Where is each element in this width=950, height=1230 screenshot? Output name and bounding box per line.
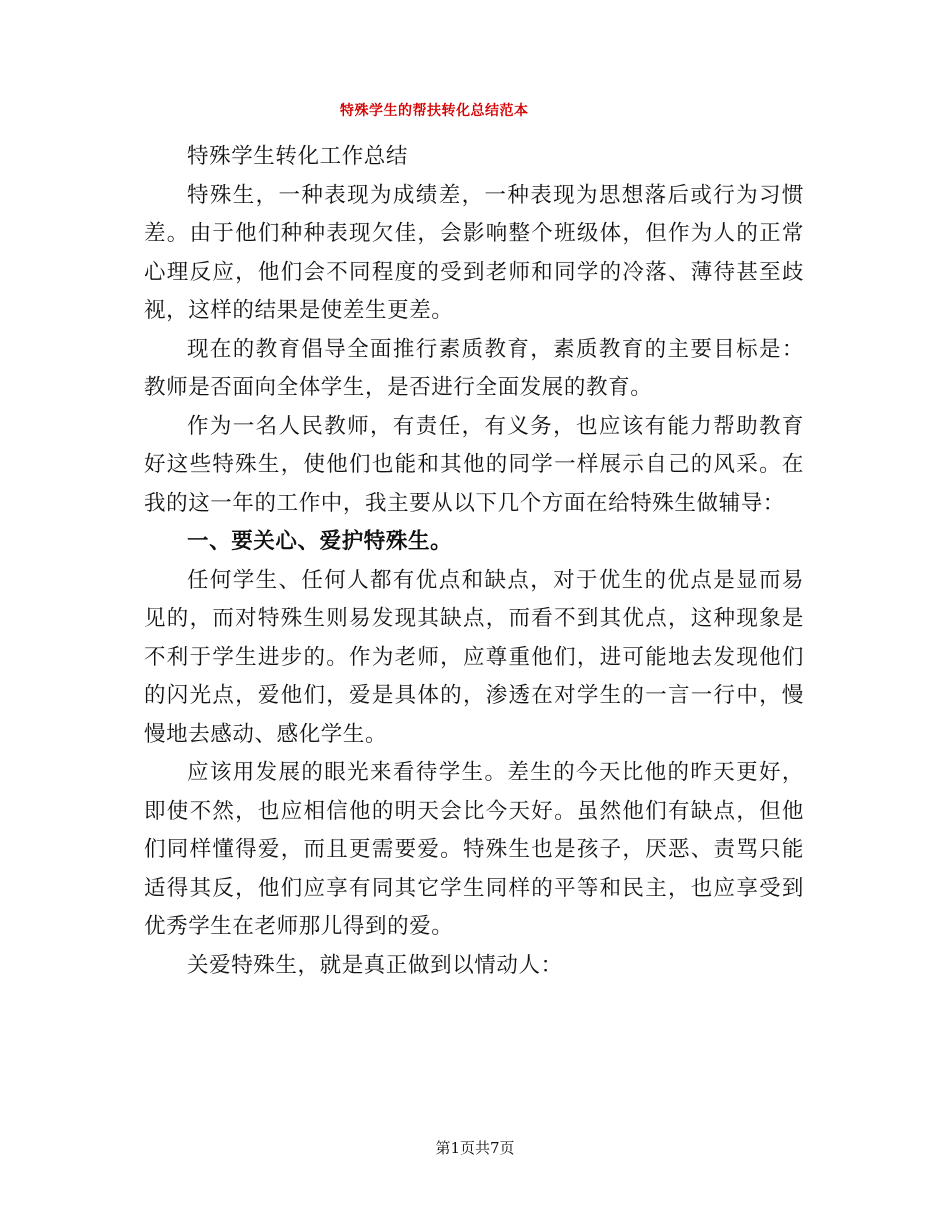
- paragraph-development: 应该用发展的眼光来看待学生。差生的今天比他的昨天更好，即使不然，也应相信他的明天会比今天好。虽然他们有缺点，但他们同样懂得爱，而且更需要爱。特殊生也是孩子，厌恶、责骂只能适得其反，他们应享有同其它学生同样的平等和民主，也应享受到优秀学生在老师那儿得到的爱。: [144, 760, 804, 939]
- page-number-footer: 第1页共7页: [435, 1139, 515, 1157]
- section-heading-care: 一、要关心、爱护特殊生。: [187, 529, 453, 554]
- document-title: 特殊学生的帮扶转化总结范本: [340, 103, 529, 119]
- section-subtitle: 特殊学生转化工作总结: [187, 144, 409, 169]
- paragraph-teacher-duty: 作为一名人民教师，有责任，有义务，也应该有能力帮助教育好这些特殊生，使他们也能和其他的同学一样展示自己的风采。在我的这一年的工作中，我主要从以下几个方面在给特殊生做辅导：: [144, 413, 804, 516]
- document-body: [144, 138, 804, 985]
- paragraph-definition: 特殊生，一种表现为成绩差，一种表现为思想落后或行为习惯差。由于他们种种表现欠佳，会影响整个班级体，但作为人的正常心理反应，他们会不同程度的受到老师和同学的冷落、薄待甚至歧视，这样的结果是使差生更差。: [144, 182, 804, 323]
- paragraph-care-intro: 关爱特殊生，就是真正做到以情动人：: [187, 952, 563, 978]
- paragraph-strengths: 任何学生、任何人都有优点和缺点，对于优生的优点是显而易见的，而对特殊生则易发现其缺点，而看不到其优点，这种现象是不利于学生进步的。作为老师，应尊重他们，进可能地去发现他们的闪光点，爱他们，爱是具体的，渗透在对学生的一言一行中，慢慢地去感动、感化学生。: [144, 567, 804, 747]
- paragraph-education-goal: 现在的教育倡导全面推行素质教育，素质教育的主要目标是：教师是否面向全体学生，是否进行全面发展的教育。: [144, 336, 804, 400]
